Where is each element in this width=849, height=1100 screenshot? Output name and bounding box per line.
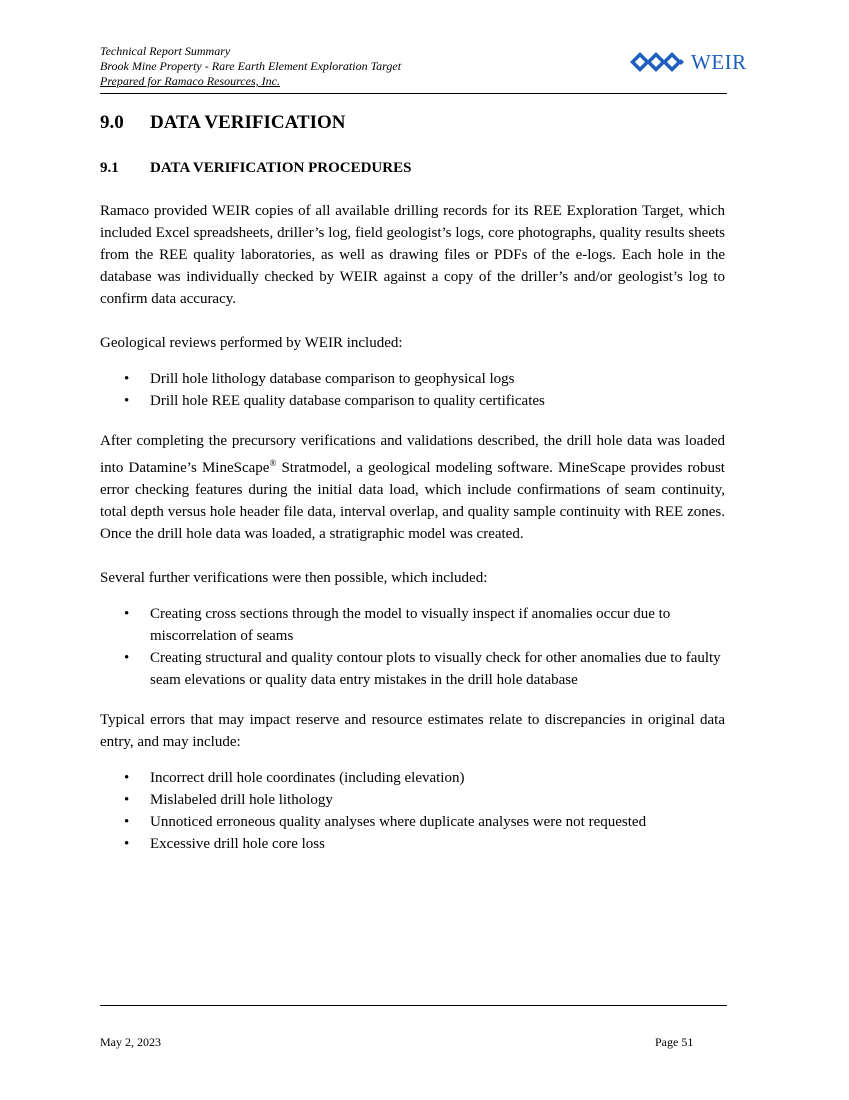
page-number: Page 51 — [655, 1035, 694, 1049]
header-prepared-for: Prepared for Ramaco Resources, Inc. — [100, 74, 280, 88]
bullet-icon: • — [124, 606, 130, 622]
verifications-list — [100, 603, 725, 691]
diamond-chevron-icon — [629, 51, 689, 73]
subsection-number: 9.1 — [100, 160, 119, 176]
paragraph-verifications-intro: Several further verifications were then possible, which included: — [100, 570, 488, 586]
list-item: • Creating structural and quality contour plots to visually check for other anomalies due to faulty seam elevations or quality data entry mistakes in the drill hole database — [100, 647, 725, 691]
paragraph-errors-intro: Typical errors that may impact reserve and resource estimates relate to discrepancies in original data entry, and may include: — [100, 712, 725, 750]
header-property: Brook Mine Property - Rare Earth Element Exploration Target — [100, 59, 402, 73]
paragraph-minescape: After completing the precursory verifications and validations described, the drill hole data was loaded into Datamine’s MineScape® Stratmodel, a geological modeling software. MineScape provides robust error checking features during the initial data load, which include confirmations of seam continuity, total depth versus hole header file data, interval overlap, and quality sample continuity with REE zones. Once the drill hole data was loaded, a stratigraphic model was created. — [100, 433, 725, 542]
section-number: 9.0 — [100, 112, 124, 133]
section-heading — [100, 110, 725, 136]
header-report-type: Technical Report Summary — [100, 44, 231, 58]
list-item: • Incorrect drill hole coordinates (including elevation) — [100, 767, 725, 789]
section-title: DATA VERIFICATION — [150, 112, 346, 133]
errors-list — [100, 767, 725, 855]
reviews-list — [100, 368, 725, 412]
list-item: • Mislabeled drill hole lithology — [100, 789, 725, 811]
paragraph-reviews-intro: Geological reviews performed by WEIR included: — [100, 335, 403, 351]
logo-wordmark: WEIR — [691, 50, 747, 74]
bullet-icon: • — [124, 650, 130, 666]
list-item: • Excessive drill hole core loss — [100, 833, 725, 855]
list-item: • Drill hole REE quality database comparison to quality certificates — [100, 390, 725, 412]
footer-divider — [100, 1005, 727, 1006]
bullet-icon: • — [124, 792, 130, 808]
bullet-icon: • — [124, 836, 130, 852]
header-text — [100, 44, 401, 89]
bullet-icon: • — [124, 371, 130, 387]
bullet-icon: • — [124, 814, 130, 830]
subsection-title: DATA VERIFICATION PROCEDURES — [150, 160, 412, 176]
list-item: • Unnoticed erroneous quality analyses where duplicate analyses were not requested — [100, 811, 725, 833]
registered-mark: ® — [269, 458, 277, 468]
paragraph-records: Ramaco provided WEIR copies of all available drilling records for its REE Exploration Target, which included Excel spreadsheets, driller’s log, field geologist’s logs, core photographs, quality results sheets from the REE quality laboratories, as well as drawing files or PDFs of the e-logs. Each hole in the database was individually checked by WEIR against a copy of the driller’s and/or geologist’s log to confirm data accuracy. — [100, 203, 725, 307]
page-content — [100, 110, 725, 855]
subsection-heading — [100, 158, 725, 178]
bullet-icon: • — [124, 393, 130, 409]
footer-date: May 2, 2023 — [100, 1035, 161, 1049]
list-item: • Drill hole lithology database comparison to geophysical logs — [100, 368, 725, 390]
weir-logo — [629, 50, 747, 74]
bullet-icon: • — [124, 770, 130, 786]
header-divider — [100, 93, 727, 94]
list-item: • Creating cross sections through the model to visually inspect if anomalies occur due to miscorrelation of seams — [100, 603, 725, 647]
